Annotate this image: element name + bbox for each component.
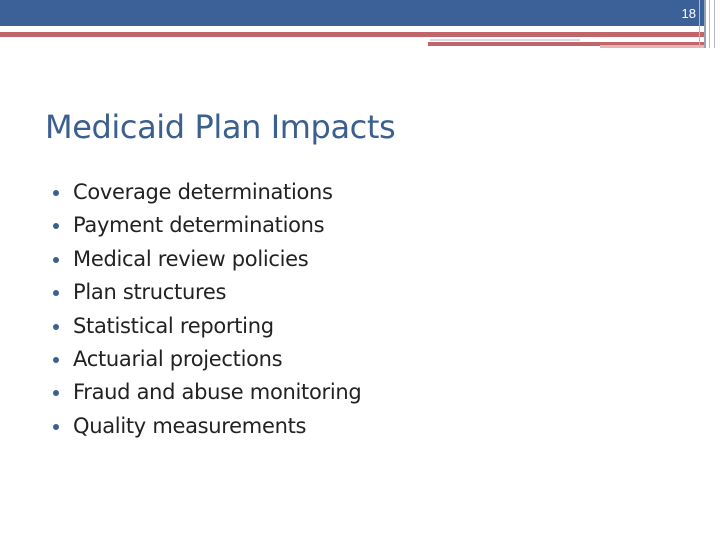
list-item-text: Statistical reporting	[73, 313, 274, 338]
bullet-icon	[53, 357, 59, 363]
bullet-icon	[53, 390, 59, 396]
list-item-text: Payment determinations	[73, 213, 325, 238]
decorative-line	[714, 0, 715, 48]
list-item	[51, 209, 361, 242]
header-bar	[0, 0, 706, 26]
list-item	[51, 410, 361, 443]
list-item-text: Quality measurements	[73, 413, 307, 438]
list-item	[51, 376, 361, 409]
bullet-icon	[53, 223, 59, 229]
bullet-icon	[53, 290, 59, 296]
list-item-text: Actuarial projections	[73, 346, 283, 371]
accent-stripe-thin	[430, 39, 580, 41]
list-item	[51, 176, 361, 209]
bullet-icon	[53, 190, 59, 196]
bullet-icon	[53, 424, 59, 430]
bullet-list	[51, 176, 361, 443]
list-item-text: Plan structures	[73, 280, 227, 305]
list-item	[51, 276, 361, 309]
list-item	[51, 343, 361, 376]
list-item-text: Fraud and abuse monitoring	[73, 380, 362, 405]
decorative-line	[704, 0, 706, 48]
list-item-text: Medical review policies	[73, 246, 309, 271]
list-item-text: Coverage determinations	[73, 180, 333, 204]
decorative-line	[699, 0, 700, 48]
page-number: 18	[681, 6, 696, 21]
list-item	[51, 243, 361, 276]
slide-title: Medicaid Plan Impacts	[45, 108, 396, 146]
accent-stripe-faint	[600, 45, 706, 48]
list-item	[51, 310, 361, 343]
bullet-icon	[53, 257, 59, 263]
decorative-line	[709, 0, 710, 48]
accent-stripe	[0, 32, 706, 37]
bullet-icon	[53, 324, 59, 330]
